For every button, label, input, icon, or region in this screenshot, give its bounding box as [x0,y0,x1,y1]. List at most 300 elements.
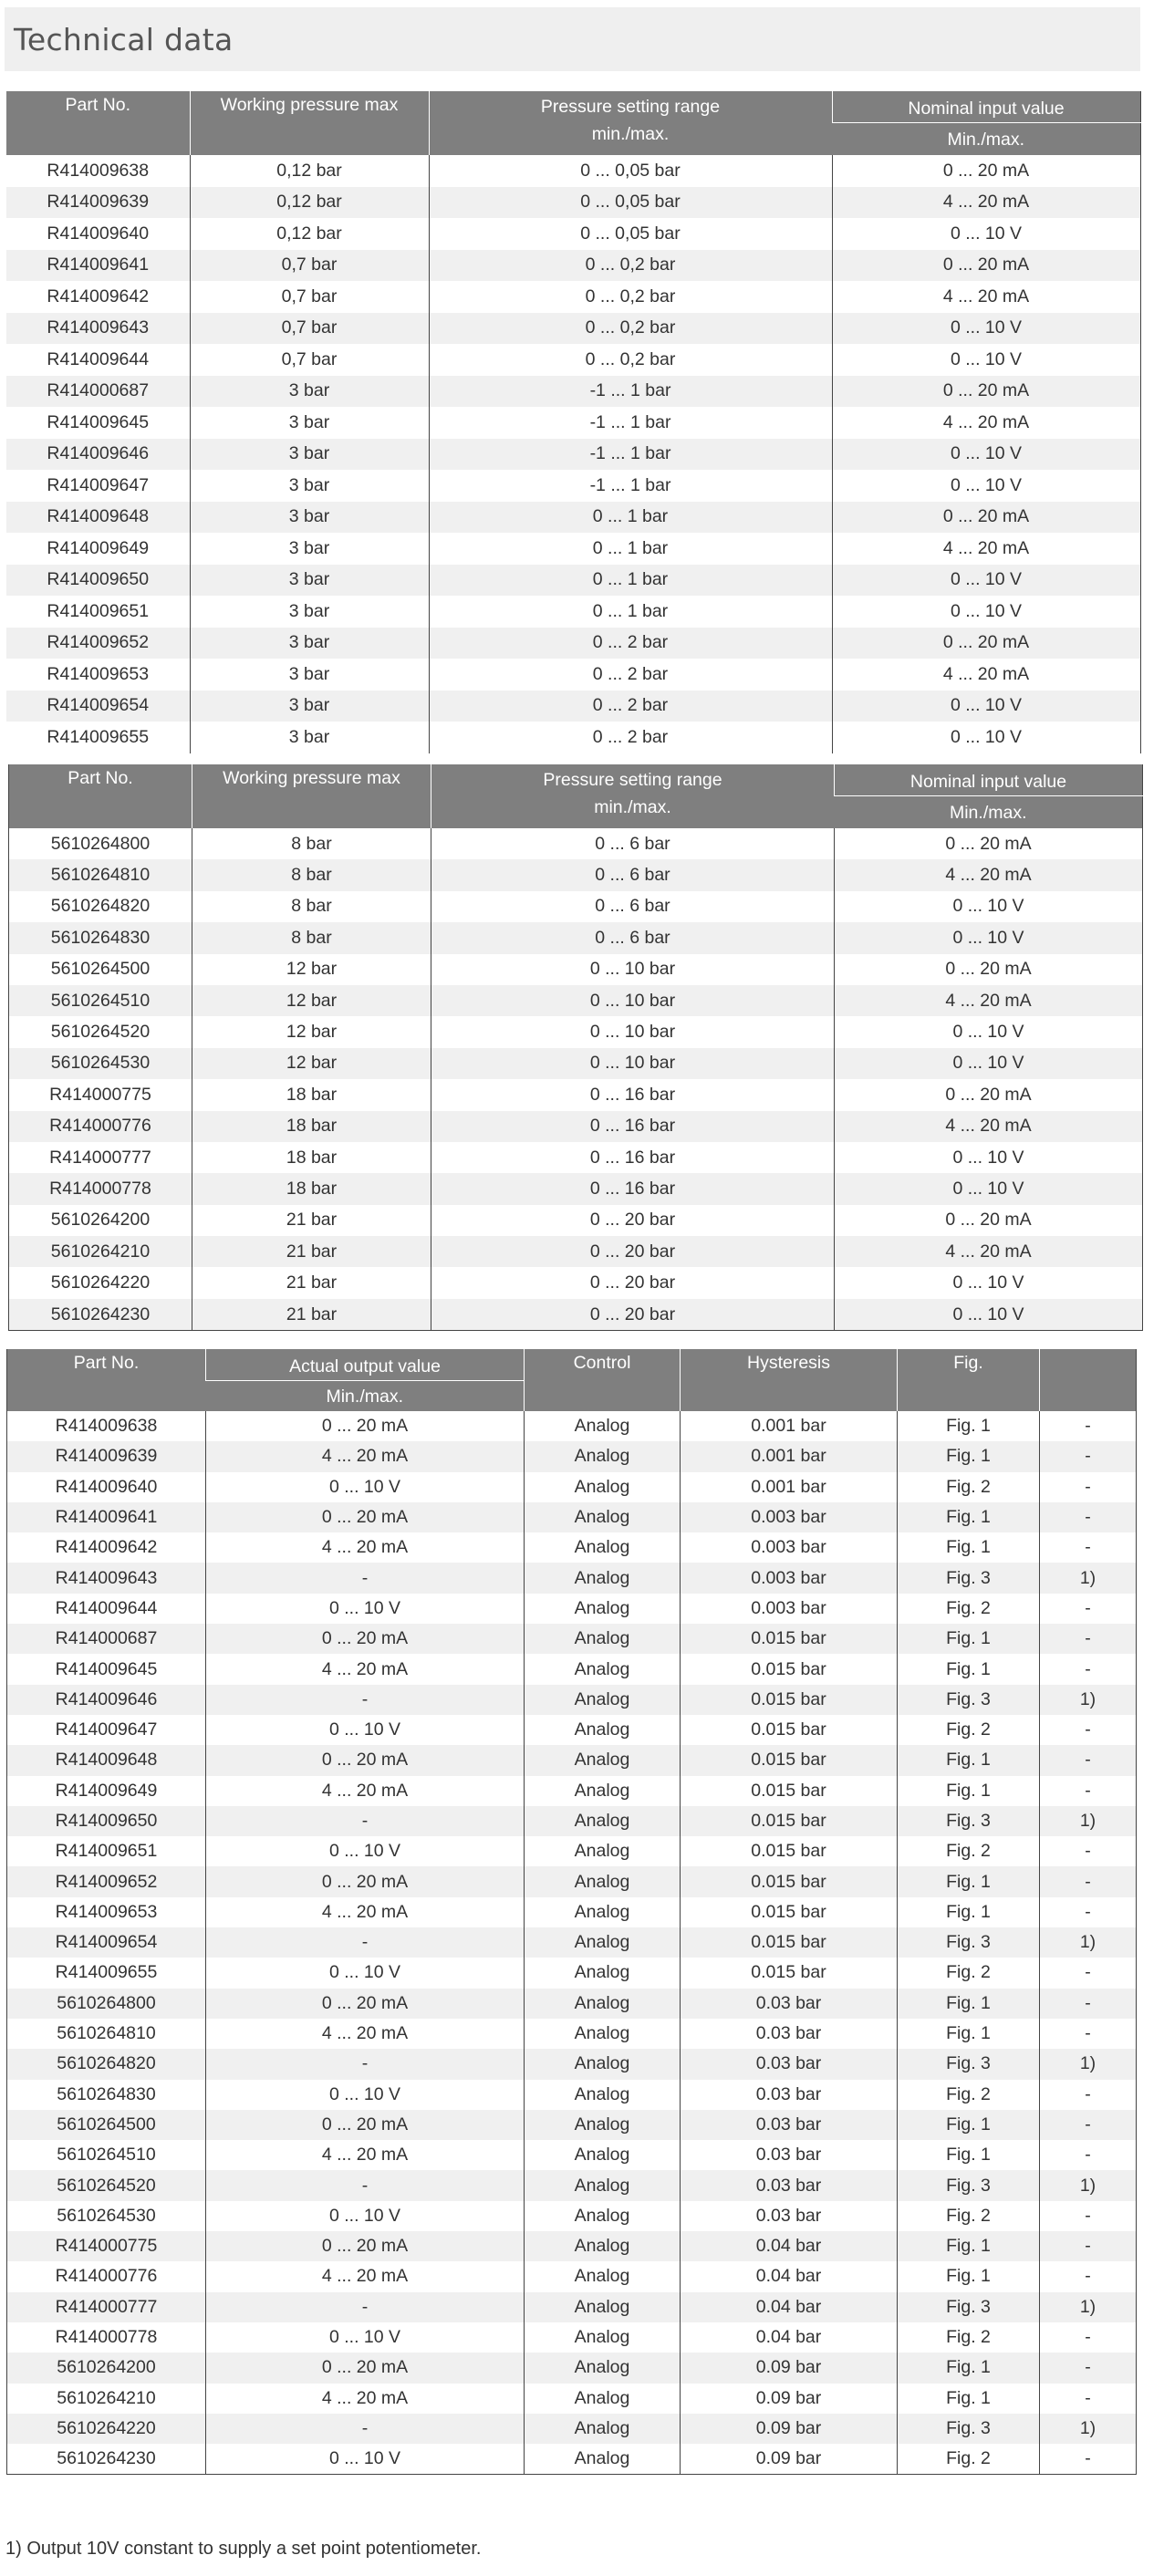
table-row [7,1806,1137,1836]
control-cell: Analog [525,2444,681,2475]
fig-cell: Fig. 3 [898,1927,1040,1958]
part-no-cell: R414009641 [6,250,190,282]
working-pressure-cell: 12 bar [192,1048,431,1079]
note-cell: 1) [1040,1806,1137,1836]
pressure-setting-cell: 0 ... 10 bar [431,1016,835,1047]
table-row [6,281,1140,313]
control-cell: Analog [525,1989,681,2019]
part-no-cell: 5610264820 [7,2049,206,2079]
table-row [7,2444,1137,2475]
nominal-input-cell: 4 ... 20 mA [832,187,1140,219]
fig-cell: Fig. 3 [898,2170,1040,2200]
control-cell: Analog [525,2019,681,2049]
part-no-cell: R414009652 [7,1866,206,1896]
fig-cell: Fig. 2 [898,1594,1040,1624]
note-cell: - [1040,1866,1137,1896]
table1-body [6,155,1140,753]
part-no-cell: R414009642 [6,281,190,313]
part-no-cell: 5610264510 [9,985,192,1016]
part-no-cell: R414009640 [6,218,190,250]
part-no-cell: R414009639 [7,1441,206,1471]
pressure-setting-cell: 0 ... 2 bar [429,691,832,722]
actual-output-cell: 0 ... 20 mA [206,1989,525,2019]
nominal-input-cell: 0 ... 10 V [835,1016,1143,1047]
table-row [6,407,1140,439]
nominal-input-cell: 0 ... 20 mA [835,1079,1143,1110]
header-note [1040,1349,1137,1411]
header-actual-output-sub: Min./max. [206,1381,525,1412]
hysteresis-cell: 0.09 bar [681,2414,898,2444]
technical-table-3 [6,1349,1137,2475]
actual-output-cell: 4 ... 20 mA [206,1897,525,1927]
note-cell: 1) [1040,1927,1137,1958]
working-pressure-cell: 0,12 bar [190,155,429,187]
pressure-setting-cell: 0 ... 0,2 bar [429,281,832,313]
header-actual-output: Actual output value [206,1349,525,1381]
part-no-cell: R414009650 [6,565,190,597]
header-working-pressure: Working pressure max [192,764,431,828]
part-no-cell: R414009643 [6,313,190,345]
hysteresis-cell: 0.03 bar [681,2110,898,2140]
table-row [6,470,1140,502]
note-cell: 1) [1040,2292,1137,2322]
table-row [7,2049,1137,2079]
control-cell: Analog [525,1866,681,1896]
nominal-input-cell: 4 ... 20 mA [835,1111,1143,1142]
part-no-cell: R414009655 [6,722,190,753]
working-pressure-cell: 0,7 bar [190,313,429,345]
pressure-setting-cell: 0 ... 2 bar [429,659,832,691]
table-row [7,2170,1137,2200]
part-no-cell: R414009646 [6,439,190,471]
part-no-cell: 5610264810 [9,859,192,890]
pressure-setting-cell: 0 ... 10 bar [431,1048,835,1079]
note-cell: 1) [1040,1563,1137,1593]
nominal-input-cell: 0 ... 20 mA [832,628,1140,660]
part-no-cell: R414009638 [7,1411,206,1441]
hysteresis-cell: 0.003 bar [681,1532,898,1563]
part-no-cell: 5610264830 [7,2080,206,2110]
header-part-no: Part No. [6,91,190,155]
control-cell: Analog [525,2231,681,2261]
working-pressure-cell: 12 bar [192,954,431,985]
part-no-cell: R414000775 [9,1079,192,1110]
control-cell: Analog [525,2140,681,2170]
table-row [9,1299,1143,1331]
fig-cell: Fig. 1 [898,1532,1040,1563]
working-pressure-cell: 12 bar [192,985,431,1016]
hysteresis-cell: 0.04 bar [681,2231,898,2261]
table-row [7,1685,1137,1715]
pressure-setting-cell: -1 ... 1 bar [429,439,832,471]
control-cell: Analog [525,1836,681,1866]
table-row [7,2231,1137,2261]
title-bar [5,7,1140,71]
header-pressure-setting-sub: min./max. [594,797,671,817]
actual-output-cell: 0 ... 10 V [206,2444,525,2475]
hysteresis-cell: 0.015 bar [681,1624,898,1654]
table-row [7,2261,1137,2291]
control-cell: Analog [525,2414,681,2444]
hysteresis-cell: 0.015 bar [681,1685,898,1715]
table-row [7,1866,1137,1896]
pressure-setting-cell: 0 ... 2 bar [429,722,832,753]
working-pressure-cell: 21 bar [192,1267,431,1298]
working-pressure-cell: 0,7 bar [190,250,429,282]
fig-cell: Fig. 3 [898,1806,1040,1836]
actual-output-cell: 4 ... 20 mA [206,2140,525,2170]
hysteresis-cell: 0.03 bar [681,2080,898,2110]
working-pressure-cell: 3 bar [190,565,429,597]
actual-output-cell: - [206,1685,525,1715]
table-row [9,1173,1143,1204]
working-pressure-cell: 21 bar [192,1236,431,1267]
pressure-setting-cell: 0 ... 1 bar [429,565,832,597]
note-cell: - [1040,1472,1137,1502]
nominal-input-cell: 0 ... 10 V [832,722,1140,753]
nominal-input-cell: 0 ... 10 V [832,470,1140,502]
fig-cell: Fig. 1 [898,2019,1040,2049]
control-cell: Analog [525,2170,681,2200]
fig-cell: Fig. 1 [898,2140,1040,2170]
nominal-input-cell: 0 ... 20 mA [832,250,1140,282]
part-no-cell: R414009646 [7,1685,206,1715]
control-cell: Analog [525,1745,681,1775]
part-no-cell: R414000777 [7,2292,206,2322]
header-fig: Fig. [898,1349,1040,1411]
note-cell: - [1040,2322,1137,2353]
nominal-input-cell: 0 ... 10 V [835,922,1143,953]
pressure-setting-cell: 0 ... 0,2 bar [429,313,832,345]
fig-cell: Fig. 2 [898,1958,1040,1988]
pressure-setting-cell: 0 ... 16 bar [431,1079,835,1110]
note-cell: - [1040,1776,1137,1806]
note-cell: - [1040,1897,1137,1927]
working-pressure-cell: 3 bar [190,722,429,753]
table-row [6,218,1140,250]
header-hysteresis: Hysteresis [681,1349,898,1411]
fig-cell: Fig. 1 [898,1989,1040,2019]
hysteresis-cell: 0.04 bar [681,2292,898,2322]
actual-output-cell: - [206,2414,525,2444]
table-row [7,1563,1137,1593]
control-cell: Analog [525,1654,681,1684]
control-cell: Analog [525,1502,681,1532]
actual-output-cell: 0 ... 20 mA [206,2353,525,2383]
note-cell: - [1040,1502,1137,1532]
part-no-cell: R414000776 [7,2261,206,2291]
hysteresis-cell: 0.03 bar [681,2019,898,2049]
nominal-input-cell: 0 ... 10 V [835,1048,1143,1079]
part-no-cell: 5610264500 [9,954,192,985]
working-pressure-cell: 3 bar [190,691,429,722]
table-row [6,628,1140,660]
table-row [7,1836,1137,1866]
pressure-setting-cell: 0 ... 6 bar [431,891,835,922]
pressure-setting-cell: 0 ... 6 bar [431,828,835,859]
control-cell: Analog [525,1532,681,1563]
actual-output-cell: 0 ... 10 V [206,2201,525,2231]
table-row [7,2292,1137,2322]
nominal-input-cell: 4 ... 20 mA [835,1236,1143,1267]
pressure-setting-cell: -1 ... 1 bar [429,376,832,408]
note-cell: - [1040,1836,1137,1866]
part-no-cell: R414009652 [6,628,190,660]
nominal-input-cell: 0 ... 10 V [832,439,1140,471]
part-no-cell: R414009650 [7,1806,206,1836]
actual-output-cell: 0 ... 10 V [206,1472,525,1502]
part-no-cell: 5610264520 [9,1016,192,1047]
fig-cell: Fig. 2 [898,2080,1040,2110]
header-nominal-input: Nominal input value [832,91,1140,123]
fig-cell: Fig. 1 [898,1776,1040,1806]
nominal-input-cell: 0 ... 10 V [835,1142,1143,1173]
fig-cell: Fig. 1 [898,1411,1040,1441]
table-row [7,1958,1137,1988]
fig-cell: Fig. 1 [898,2384,1040,2414]
actual-output-cell: 0 ... 20 mA [206,1411,525,1441]
table-row [7,1411,1137,1441]
actual-output-cell: - [206,1563,525,1593]
hysteresis-cell: 0.015 bar [681,1927,898,1958]
control-cell: Analog [525,2049,681,2079]
part-no-cell: R414009648 [6,502,190,534]
pressure-setting-cell: 0 ... 10 bar [431,954,835,985]
hysteresis-cell: 0.003 bar [681,1502,898,1532]
table-row [9,891,1143,922]
pressure-setting-cell: 0 ... 2 bar [429,628,832,660]
note-cell: - [1040,1441,1137,1471]
part-no-cell: 5610264210 [9,1236,192,1267]
part-no-cell: R414009654 [6,691,190,722]
part-no-cell: 5610264530 [7,2201,206,2231]
note-cell: 1) [1040,1685,1137,1715]
control-cell: Analog [525,1472,681,1502]
note-cell: - [1040,2231,1137,2261]
part-no-cell: 5610264210 [7,2384,206,2414]
fig-cell: Fig. 3 [898,1685,1040,1715]
fig-cell: Fig. 2 [898,2444,1040,2475]
header-pressure-setting [429,91,832,155]
control-cell: Analog [525,1563,681,1593]
working-pressure-cell: 0,12 bar [190,187,429,219]
table-row [6,502,1140,534]
header-nominal-input: Nominal input value [835,764,1143,796]
hysteresis-cell: 0.015 bar [681,1836,898,1866]
control-cell: Analog [525,1594,681,1624]
nominal-input-cell: 0 ... 10 V [835,1267,1143,1298]
table-row [6,659,1140,691]
working-pressure-cell: 18 bar [192,1079,431,1110]
note-cell: - [1040,2080,1137,2110]
part-no-cell: R414009653 [6,659,190,691]
table-row [6,722,1140,753]
working-pressure-cell: 3 bar [190,659,429,691]
pressure-setting-cell: 0 ... 0,05 bar [429,187,832,219]
hysteresis-cell: 0.015 bar [681,1806,898,1836]
table-row [7,1532,1137,1563]
note-cell: - [1040,2384,1137,2414]
working-pressure-cell: 12 bar [192,1016,431,1047]
table-row [7,1776,1137,1806]
pressure-setting-cell: 0 ... 1 bar [429,502,832,534]
part-no-cell: 5610264220 [7,2414,206,2444]
hysteresis-cell: 0.03 bar [681,1989,898,2019]
pressure-setting-cell: 0 ... 20 bar [431,1205,835,1236]
part-no-cell: R414000776 [9,1111,192,1142]
pressure-setting-cell: 0 ... 0,2 bar [429,344,832,376]
working-pressure-cell: 18 bar [192,1111,431,1142]
actual-output-cell: 0 ... 20 mA [206,2110,525,2140]
table-row [7,1989,1137,2019]
actual-output-cell: 0 ... 20 mA [206,1502,525,1532]
nominal-input-cell: 4 ... 20 mA [835,859,1143,890]
table-row [9,859,1143,890]
fig-cell: Fig. 3 [898,2414,1040,2444]
control-cell: Analog [525,2322,681,2353]
fig-cell: Fig. 1 [898,1624,1040,1654]
fig-cell: Fig. 3 [898,1563,1040,1593]
control-cell: Analog [525,2110,681,2140]
actual-output-cell: 0 ... 20 mA [206,1866,525,1896]
actual-output-cell: 0 ... 10 V [206,2322,525,2353]
fig-cell: Fig. 3 [898,2292,1040,2322]
actual-output-cell: 0 ... 20 mA [206,1624,525,1654]
hysteresis-cell: 0.015 bar [681,1958,898,1988]
nominal-input-cell: 0 ... 20 mA [832,376,1140,408]
part-no-cell: R414000775 [7,2231,206,2261]
actual-output-cell: - [206,1927,525,1958]
hysteresis-cell: 0.015 bar [681,1866,898,1896]
table-row [6,376,1140,408]
header-control: Control [525,1349,681,1411]
part-no-cell: 5610264200 [7,2353,206,2383]
table-row [7,2353,1137,2383]
part-no-cell: R414000687 [7,1624,206,1654]
fig-cell: Fig. 2 [898,1715,1040,1745]
part-no-cell: R414000687 [6,376,190,408]
table-row [7,1745,1137,1775]
table-row [6,691,1140,722]
pressure-setting-cell: 0 ... 20 bar [431,1267,835,1298]
table-row [9,954,1143,985]
note-cell: - [1040,2201,1137,2231]
part-no-cell: 5610264830 [9,922,192,953]
working-pressure-cell: 3 bar [190,470,429,502]
hysteresis-cell: 0.001 bar [681,1441,898,1471]
working-pressure-cell: 3 bar [190,407,429,439]
control-cell: Analog [525,1624,681,1654]
nominal-input-cell: 0 ... 10 V [832,344,1140,376]
hysteresis-cell: 0.03 bar [681,2049,898,2079]
part-no-cell: 5610264820 [9,891,192,922]
part-no-cell: R414000778 [9,1173,192,1204]
pressure-setting-cell: 0 ... 0,05 bar [429,155,832,187]
part-no-cell: R414009653 [7,1897,206,1927]
fig-cell: Fig. 1 [898,1745,1040,1775]
table-row [6,565,1140,597]
nominal-input-cell: 0 ... 10 V [832,565,1140,597]
pressure-setting-cell: 0 ... 20 bar [431,1299,835,1331]
header-pressure-setting [431,764,835,828]
table-row [9,922,1143,953]
fig-cell: Fig. 1 [898,1441,1040,1471]
part-no-cell: R414009638 [6,155,190,187]
part-no-cell: R414009647 [6,470,190,502]
part-no-cell: R414009647 [7,1715,206,1745]
header-pressure-setting-label: Pressure setting range [540,97,721,117]
header-part-no: Part No. [7,1349,206,1411]
pressure-setting-cell: 0 ... 20 bar [431,1236,835,1267]
hysteresis-cell: 0.09 bar [681,2384,898,2414]
hysteresis-cell: 0.001 bar [681,1472,898,1502]
hysteresis-cell: 0.015 bar [681,1776,898,1806]
control-cell: Analog [525,1411,681,1441]
hysteresis-cell: 0.015 bar [681,1897,898,1927]
table-row [9,1142,1143,1173]
note-cell: 1) [1040,2414,1137,2444]
part-no-cell: R414009644 [7,1594,206,1624]
header-pressure-setting-label: Pressure setting range [543,770,722,790]
table-row [7,2201,1137,2231]
hysteresis-cell: 0.003 bar [681,1594,898,1624]
actual-output-cell: 0 ... 10 V [206,2080,525,2110]
nominal-input-cell: 0 ... 20 mA [835,954,1143,985]
hysteresis-cell: 0.015 bar [681,1715,898,1745]
control-cell: Analog [525,1897,681,1927]
note-cell: - [1040,1624,1137,1654]
working-pressure-cell: 18 bar [192,1173,431,1204]
part-no-cell: 5610264510 [7,2140,206,2170]
working-pressure-cell: 8 bar [192,828,431,859]
pressure-setting-cell: 0 ... 6 bar [431,922,835,953]
pressure-setting-cell: 0 ... 1 bar [429,596,832,628]
actual-output-cell: 0 ... 10 V [206,1836,525,1866]
part-no-cell: R414009651 [7,1836,206,1866]
note-cell: - [1040,1594,1137,1624]
working-pressure-cell: 0,7 bar [190,344,429,376]
control-cell: Analog [525,1441,681,1471]
actual-output-cell: 0 ... 10 V [206,1715,525,1745]
control-cell: Analog [525,2353,681,2383]
hysteresis-cell: 0.04 bar [681,2261,898,2291]
table-row [7,2140,1137,2170]
note-cell: - [1040,2140,1137,2170]
nominal-input-cell: 0 ... 10 V [832,218,1140,250]
working-pressure-cell: 3 bar [190,596,429,628]
note-cell: - [1040,2444,1137,2475]
part-no-cell: R414009649 [7,1776,206,1806]
table-row [6,313,1140,345]
working-pressure-cell: 3 bar [190,439,429,471]
actual-output-cell: 0 ... 20 mA [206,2231,525,2261]
working-pressure-cell: 8 bar [192,922,431,953]
part-no-cell: 5610264200 [9,1205,192,1236]
actual-output-cell: 4 ... 20 mA [206,1654,525,1684]
note-cell: - [1040,2110,1137,2140]
nominal-input-cell: 0 ... 10 V [835,1173,1143,1204]
actual-output-cell: 4 ... 20 mA [206,2261,525,2291]
part-no-cell: R414009642 [7,1532,206,1563]
table-row [7,1897,1137,1927]
actual-output-cell: 0 ... 20 mA [206,1745,525,1775]
table-row [7,1594,1137,1624]
part-no-cell: 5610264810 [7,2019,206,2049]
table-row [7,2414,1137,2444]
part-no-cell: 5610264230 [9,1299,192,1331]
control-cell: Analog [525,1927,681,1958]
fig-cell: Fig. 1 [898,1897,1040,1927]
